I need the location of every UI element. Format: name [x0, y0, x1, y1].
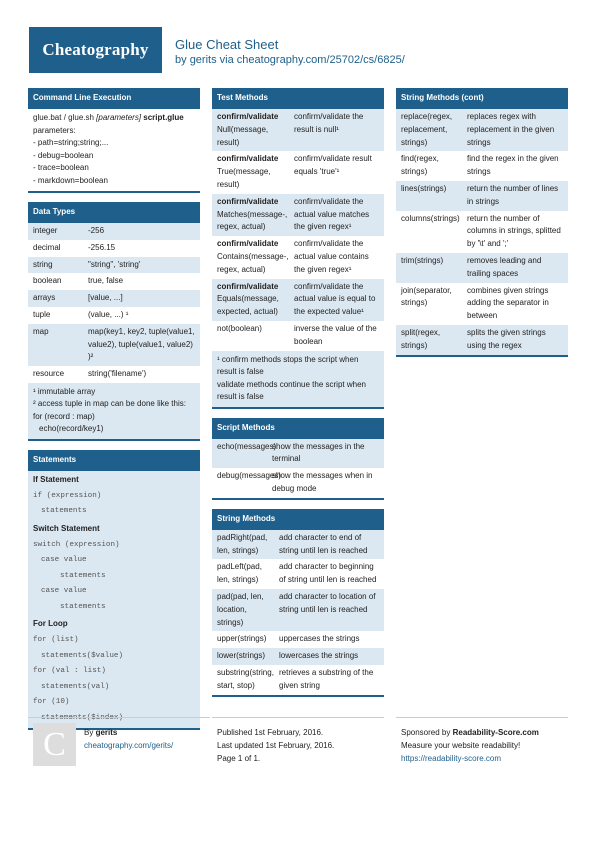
code-line: statements(val): [41, 682, 110, 691]
row-key: [217, 281, 294, 319]
param-item: - path=string;string;...: [33, 138, 109, 147]
table-row: [396, 283, 568, 325]
table-row: [396, 151, 568, 181]
row-value: -256: [88, 226, 105, 235]
table-row: [396, 211, 568, 253]
table-row: [212, 648, 384, 665]
method-signature: not(boolean): [217, 323, 262, 333]
method-prefix: confirm/validate: [217, 112, 279, 121]
via-text: via: [219, 54, 234, 66]
row-key: pad(pad, len, location, strings): [217, 591, 264, 627]
row-value: confirm/validate the actual value matches the given regex¹: [294, 196, 370, 232]
method-signature: True(message, result): [217, 167, 271, 189]
row-value: return the number of lines in strings: [467, 183, 559, 206]
row-key: lines(strings): [401, 183, 447, 193]
section-title: String Methods: [212, 509, 384, 530]
row-value: (value, ...) ¹: [88, 309, 129, 319]
test-methods-section: [212, 88, 384, 409]
row-value: uppercases the strings: [279, 634, 360, 644]
script-methods-section: [212, 418, 384, 500]
method-prefix: confirm/validate: [217, 196, 279, 206]
header: [29, 27, 569, 73]
test-methods-notes: [212, 351, 384, 409]
row-key: trim(strings): [401, 255, 444, 265]
row-value: inverse the value of the boolean: [294, 323, 377, 346]
row-key: integer: [33, 226, 58, 235]
table-row: [212, 236, 384, 278]
cheatography-logo[interactable]: Cheatography: [29, 27, 162, 73]
footer-sponsor: [396, 717, 568, 772]
by-label: By: [84, 728, 96, 737]
code-line: statements($index): [41, 713, 124, 722]
row-key: boolean: [33, 276, 62, 286]
row-key: join(separator, strings): [401, 285, 452, 308]
column-2: [212, 88, 384, 706]
row-value: string('filename'): [88, 369, 147, 379]
section-title: Test Methods: [212, 88, 384, 109]
row-key: arrays: [33, 293, 56, 303]
code-line: statements: [60, 602, 106, 611]
table-row: [28, 240, 200, 257]
switch-heading: Switch Statement: [33, 523, 100, 533]
code-line: switch (expression): [33, 540, 120, 549]
footer-author-text: [84, 726, 173, 752]
usage-cmd: glue.bat / glue.sh: [33, 113, 97, 122]
method-prefix: confirm/validate: [217, 239, 279, 249]
table-row: [212, 439, 384, 469]
param-item: - markdown=boolean: [33, 175, 108, 185]
row-key: [217, 111, 294, 149]
table-row: [212, 109, 384, 151]
footer-by: [84, 726, 173, 739]
note-line: ² access tuple in map can be done like this:: [33, 399, 186, 409]
section-title: Data Types: [28, 202, 200, 223]
column-3: [396, 88, 568, 366]
row-key: find(regex, strings): [401, 154, 439, 177]
code-line: if (expression): [33, 491, 102, 500]
table-row: [396, 325, 568, 357]
row-value: show the messages when in debug mode: [272, 471, 373, 493]
code-line: for (list): [33, 636, 79, 645]
row-value: add character to location of string until len is reached: [279, 591, 376, 614]
row-key: padLeft(pad, len, strings): [217, 562, 262, 585]
parameters-label: parameters:: [33, 125, 76, 135]
note-line: echo(record/key1): [39, 424, 104, 434]
table-row: [212, 321, 384, 351]
row-key: substring(string, start, stop): [217, 667, 274, 690]
command-line-usage: [33, 112, 195, 125]
row-value: retrieves a substring of the given string: [279, 667, 374, 690]
row-value: -256.15: [88, 242, 116, 252]
table-row: [212, 665, 384, 697]
footer-dates: [212, 717, 384, 772]
row-value: "string", 'string': [88, 259, 141, 269]
row-value: show the messages in the terminal: [272, 441, 365, 464]
table-row: [28, 223, 200, 240]
section-title: Script Methods: [212, 418, 384, 439]
row-value: confirm/validate the result is null¹: [294, 112, 364, 134]
table-row: [28, 324, 200, 366]
table-row: [212, 279, 384, 321]
table-row: [212, 631, 384, 648]
code-line: statements: [41, 507, 87, 516]
method-signature: Null(message, result): [217, 124, 269, 147]
row-key: string: [33, 259, 53, 269]
param-item: - debug=boolean: [33, 150, 94, 160]
table-row: [28, 273, 200, 290]
usage-params: [parameters]: [96, 113, 142, 122]
row-key: echo(messages): [217, 441, 277, 451]
row-key: resource: [33, 369, 65, 379]
row-value: [value, ...]: [88, 293, 123, 303]
data-types-notes: [28, 383, 200, 441]
usage-script: script.glue: [141, 113, 184, 122]
row-value: add character to end of string until len is reached: [279, 532, 368, 555]
row-value: splits the given strings using the regex: [467, 327, 546, 350]
code-line: case value: [41, 556, 87, 565]
row-key: decimal: [33, 242, 61, 252]
method-signature: Contains(message-, regex, actual): [217, 251, 289, 274]
row-key: map: [33, 326, 49, 336]
row-key: [217, 323, 294, 349]
code-line: case value: [41, 587, 87, 596]
row-value: return the number of columns in strings, splitted by '\t' and ';': [467, 213, 561, 249]
for-heading: For Loop: [33, 619, 68, 629]
footer-author-url[interactable]: cheatography.com/gerits/: [84, 741, 174, 750]
sheet-title: Glue Cheat Sheet: [175, 37, 279, 52]
sponsor-url[interactable]: https://readability-score.com: [401, 754, 502, 763]
table-row: [28, 307, 200, 324]
author-link[interactable]: gerits: [189, 54, 217, 66]
row-value: add character to beginning of string until len is reached: [279, 562, 377, 585]
table-row: [212, 589, 384, 631]
row-value: replaces regex with replacement in the given strings: [467, 112, 555, 147]
method-signature: Matches(message-, regex, actual): [217, 209, 288, 232]
row-value: removes leading and trailing spaces: [467, 255, 542, 278]
avatar: C: [33, 723, 76, 766]
sheet-byline: [175, 54, 405, 66]
code-line: for (10): [33, 698, 70, 707]
column-1: [28, 88, 200, 739]
table-row: [212, 468, 384, 500]
table-row: [212, 530, 384, 560]
table-row: [396, 253, 568, 283]
row-value: combines given strings adding the separator in between: [467, 285, 549, 321]
code-line: for (val : list): [33, 667, 106, 676]
sponsor-label: Sponsored by: [401, 728, 453, 737]
table-row: [212, 151, 384, 193]
table-row: [28, 290, 200, 307]
row-key: padRight(pad, len, strings): [217, 532, 268, 555]
row-key: split(regex, strings): [401, 327, 441, 350]
row-key: lower(strings): [217, 651, 266, 661]
footer-author-name[interactable]: gerits: [95, 728, 118, 737]
sponsor-name[interactable]: Readability-Score.com: [452, 728, 539, 737]
method-signature: Equals(message, expected, actual): [217, 294, 279, 317]
string-methods-section: [212, 509, 384, 697]
note-line: ¹ immutable array: [33, 386, 96, 396]
row-value: map(key1, key2, tuple(value1, value2), tuple(value1, value2) )²: [88, 326, 195, 362]
table-row: [396, 109, 568, 151]
section-title: Statements: [28, 450, 200, 471]
row-value: confirm/validate the actual value contains the given regex¹: [294, 239, 369, 274]
footer-author: [28, 717, 210, 772]
param-item: - trace=boolean: [33, 163, 89, 172]
row-key: columns(strings): [401, 213, 460, 223]
if-heading: If Statement: [33, 474, 79, 484]
string-methods-cont-section: [396, 88, 568, 357]
table-row: [28, 366, 200, 383]
table-row: [396, 181, 568, 211]
note-line: ¹ confirm methods stops the script when result is false: [217, 354, 359, 377]
published-date: Published 1st February, 2016.: [217, 728, 324, 737]
page-number: Page 1 of 1.: [217, 754, 261, 763]
section-title: String Methods (cont): [396, 88, 568, 109]
updated-date: Last updated 1st February, 2016.: [217, 741, 335, 750]
row-key: [217, 238, 294, 276]
method-prefix: confirm/validate: [217, 154, 279, 164]
method-prefix: confirm/validate: [217, 281, 279, 291]
note-line: validate methods continue the script when result is false: [217, 379, 366, 402]
row-value: confirm/validate the actual value is equal to the expected value¹: [294, 281, 376, 317]
row-key: tuple: [33, 309, 51, 319]
table-row: [212, 559, 384, 589]
sponsor-line: [401, 726, 563, 739]
footer-dates-text: [212, 718, 384, 773]
code-line: statements: [60, 571, 106, 580]
data-types-section: [28, 202, 200, 441]
command-line-body: [28, 109, 200, 193]
row-value: confirm/validate result equals 'true'¹: [294, 154, 372, 177]
footer-sponsor-text: [396, 718, 568, 773]
section-title: Command Line Execution: [28, 88, 200, 109]
by-text: by: [175, 54, 187, 66]
code-line: statements($value): [41, 651, 124, 660]
table-row: [212, 194, 384, 236]
row-value: true, false: [88, 276, 124, 286]
row-key: debug(messages): [217, 471, 282, 481]
statements-body: [28, 471, 200, 731]
statements-section: [28, 450, 200, 731]
sponsor-tagline: Measure your website readability!: [401, 741, 521, 750]
row-value: lowercases the strings: [279, 651, 359, 661]
table-row: [28, 257, 200, 274]
sheet-url-link[interactable]: cheatography.com/25702/cs/6825/: [236, 54, 405, 66]
row-key: upper(strings): [217, 634, 267, 644]
row-key: [217, 153, 294, 191]
note-line: for (record : map): [33, 411, 95, 421]
row-key: replace(regex, replacement, strings): [401, 112, 453, 147]
row-value: find the regex in the given strings: [467, 154, 559, 177]
command-line-section: [28, 88, 200, 193]
row-key: [217, 196, 294, 234]
